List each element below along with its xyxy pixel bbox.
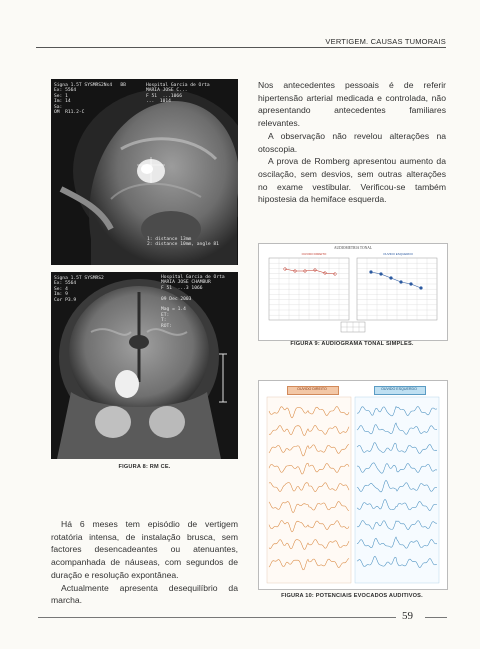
paragraph-romberg: A prova de Romberg apresentou aumento da oscilação, sem desvios, sem outras alterações no exame vestibular. Verificou-se também hipostesia da hemiface esquerda. <box>258 156 446 205</box>
audiogram-title: AUDIOMETRIA TONAL <box>333 246 373 250</box>
mri-overlay-top-right: Hospital Garcia de Orta MARIA JOSE C... F 51 ...1066 ... 1014 <box>146 83 210 105</box>
mri-coronal-overlay-top-left: Signa 1.5T SYSMRS2 Ex: 5564 Se: 4 Im: 9 Cor P3.9 <box>54 276 104 303</box>
paragraph-gait: Actualmente apresenta desequilíbrio da marcha. <box>51 582 238 606</box>
running-header: VERTIGEM. CAUSAS TUMORAIS <box>325 37 446 46</box>
evoked-right-ear-label: OUVIDO DIREITO <box>297 387 327 391</box>
footer-rule-left <box>38 617 396 618</box>
evoked-waveforms <box>259 381 447 589</box>
paragraph-vertigo-history: Há 6 meses tem episódio de vertigem rotatória intensa, de instalação brusca, sem factores desencadeantes ou atenuantes, acompanhada de náuseas, com segundos de duração e resolução expontânea. <box>51 519 238 580</box>
figure-8-caption: FIGURA 8: RM CE. <box>118 464 171 470</box>
evoked-potentials-figure <box>258 380 448 590</box>
header-rule <box>36 47 446 48</box>
mri-sagittal-image <box>51 79 238 265</box>
evoked-left-ear-label: OUVIDO ESQUERDO <box>381 387 417 391</box>
figure-9-caption: FIGURA 9: AUDIOGRAMA TONAL SIMPLES. <box>290 341 414 347</box>
mri-coronal-image <box>51 272 238 459</box>
mri-overlay-top-left: Signa 1.5T SYSMRS2Ns4 BB Ex: 5564 Se: 1 Im: 14 Sa: OM R11.2-C <box>54 83 126 116</box>
right-column-text <box>258 79 446 206</box>
audiogram-figure <box>258 243 448 341</box>
page-number: 59 <box>402 610 413 622</box>
paragraph-otoscopy: A observação não revelou alterações na otoscopia. <box>258 130 446 154</box>
audiogram-grids <box>259 244 447 340</box>
footer-rule-right <box>425 617 447 618</box>
paragraph-antecedents: Nos antecedentes pessoais é de referir hipertensão arterial medicada e controlada, não apresentando antecedentes familiares relevantes. <box>258 80 446 129</box>
mri-overlay-bottom-right: 1: distance 13mm 2: distance 10mm, angle 81 <box>147 237 219 248</box>
mri-coronal-overlay-top-right: Hospital Garcia de Orta MARIA JOSE CHAMBUR F 51 ...3 1066 09 Dec 2003 Mag = 1.4 ET: T: ROT: <box>161 275 225 329</box>
audiogram-left-ear-title: OUVIDO ESQUERDO <box>383 252 413 256</box>
left-column-text <box>51 518 238 607</box>
tumor-mass-coronal <box>115 370 139 398</box>
audiogram-right-ear-title: OUVIDO DIREITO <box>301 252 327 256</box>
figure-10-caption: FIGURA 10: POTENCIAIS EVOCADOS AUDITIVOS. <box>281 593 423 599</box>
